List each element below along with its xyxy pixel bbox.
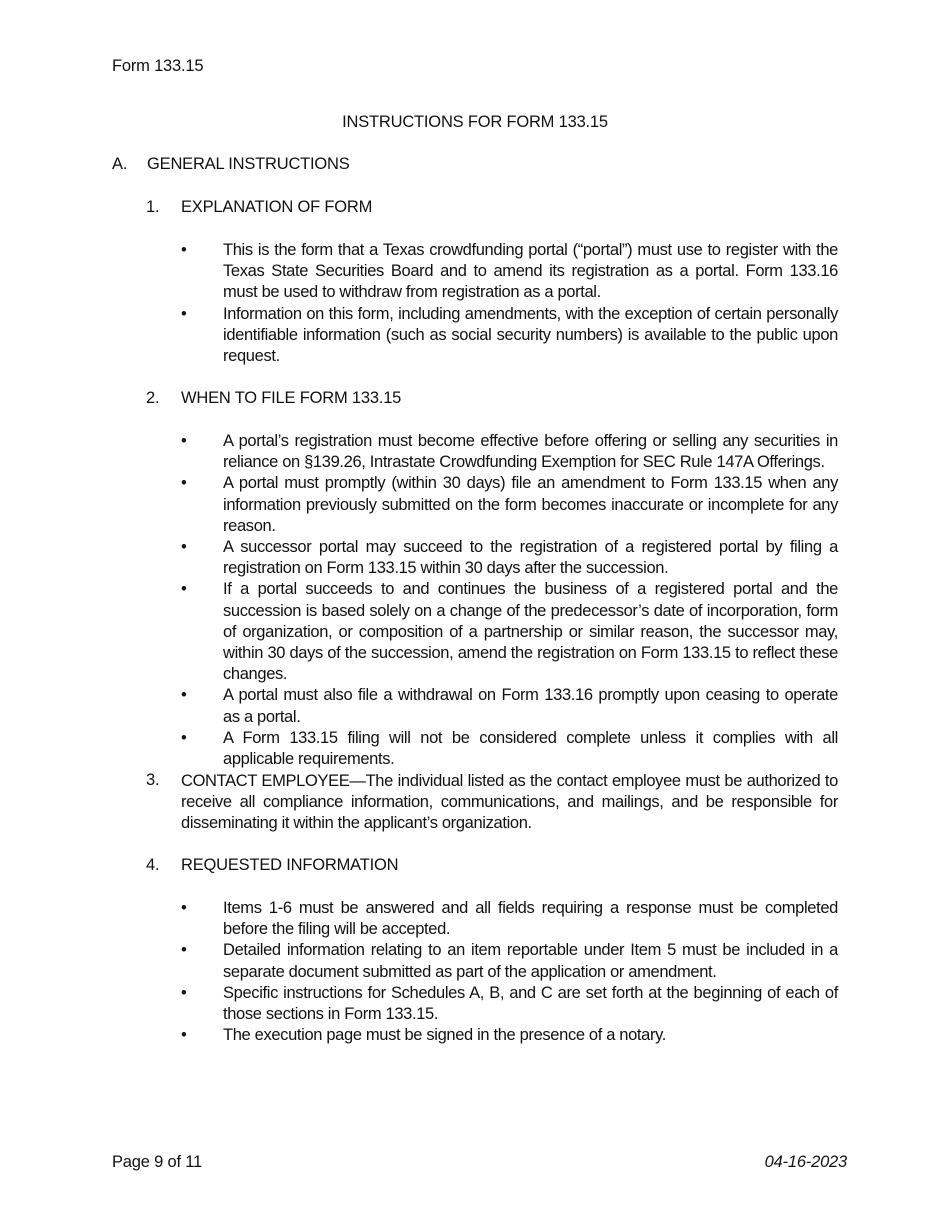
list-item-text: Information on this form, including amendments, with the exception of certain personally identifiable information (such as social security numbers) is available to the public upon request. [223, 304, 838, 366]
list-item [181, 940, 838, 982]
bullet-icon: • [181, 432, 187, 450]
bullet-icon: • [181, 474, 187, 493]
item-1-title: EXPLANATION OF FORM [181, 198, 373, 216]
bullet-icon: • [181, 983, 187, 1002]
page-number: Page 9 of 11 [112, 1153, 202, 1171]
item-4-number: 4. [146, 856, 160, 874]
bullet-icon: • [181, 241, 187, 259]
section-a-title: GENERAL INSTRUCTIONS [147, 155, 350, 173]
list-item [181, 983, 838, 1025]
item-1-bullet-list [181, 240, 838, 367]
list-item [181, 1025, 838, 1046]
list-item-text: Specific instructions for Schedules A, B, and C are set forth at the beginning of each of those sections in Form 133.15. [223, 983, 838, 1024]
document-title: INSTRUCTIONS FOR FORM 133.15 [342, 113, 608, 131]
list-item-text: A portal’s registration must become effective before offering or selling any securities in reliance on §139.26, Intrastate Crowdfunding Exemption for SEC Rule 147A Offerings. [223, 432, 838, 472]
list-item-text: This is the form that a Texas crowdfunding portal (“portal”) must use to register with the Texas State Securities Board and to amend its registration as a portal. Form 133.16 must be used to withdraw from registration as a portal. [223, 241, 838, 302]
list-item-text: The execution page must be signed in the presence of a notary. [223, 1026, 667, 1045]
list-item [181, 304, 838, 368]
list-item [181, 431, 838, 473]
list-item [181, 473, 838, 537]
item-2-bullet-list [181, 431, 838, 770]
list-item [181, 537, 838, 579]
list-item-text: A portal must promptly (within 30 days) file an amendment to Form 133.15 when any information previously submitted on the form becomes inaccurate or incomplete for any reason. [223, 474, 838, 535]
bullet-icon: • [181, 899, 187, 917]
bullet-icon: • [181, 580, 187, 599]
bullet-icon: • [181, 1026, 187, 1045]
list-item [181, 685, 838, 727]
bullet-icon: • [181, 304, 187, 323]
item-4-bullet-list [181, 898, 838, 1046]
list-item-text: Items 1-6 must be answered and all fields requiring a response must be completed before the filing will be accepted. [223, 899, 838, 939]
section-a-letter: A. [112, 155, 128, 173]
list-item-text: A portal must also file a withdrawal on Form 133.16 promptly upon ceasing to operate as a portal. [223, 686, 838, 726]
list-item [181, 240, 838, 304]
revision-date: 04-16-2023 [764, 1153, 847, 1171]
bullet-icon: • [181, 686, 187, 705]
list-item [181, 579, 838, 685]
bullet-icon: • [181, 941, 187, 960]
item-2-title: WHEN TO FILE FORM 133.15 [181, 389, 402, 407]
list-item-text: A Form 133.15 filing will not be considered complete unless it complies with all applicable requirements. [223, 728, 838, 769]
item-3-contact-employee-text: CONTACT EMPLOYEE—The individual listed as the contact employee must be authorized to receive all compliance information, communications, and mailings, and be responsible for disseminating it within the applicant’s organization. [181, 772, 838, 833]
list-item-text: A successor portal may succeed to the registration of a registered portal by filing a registration on Form 133.15 within 30 days after the succession. [223, 538, 838, 578]
item-2-number: 2. [146, 389, 160, 407]
item-1-number: 1. [146, 198, 160, 216]
item-3-number: 3. [146, 771, 160, 789]
bullet-icon: • [181, 728, 187, 747]
list-item-text: Detailed information relating to an item reportable under Item 5 must be included in a separate document submitted as part of the application or amendment. [223, 941, 838, 981]
item-4-title: REQUESTED INFORMATION [181, 856, 399, 874]
form-label: Form 133.15 [112, 57, 204, 75]
list-item [181, 728, 838, 770]
list-item [181, 898, 838, 940]
list-item-text: If a portal succeeds to and continues the business of a registered portal and the succession is based solely on a change of the predecessor’s date of incorporation, form of organization, or composition of a partnership or similar reason, the successor may, within 30 days of the succession, amend the registration on Form 133.15 to reflect these changes. [223, 580, 838, 684]
bullet-icon: • [181, 538, 187, 557]
